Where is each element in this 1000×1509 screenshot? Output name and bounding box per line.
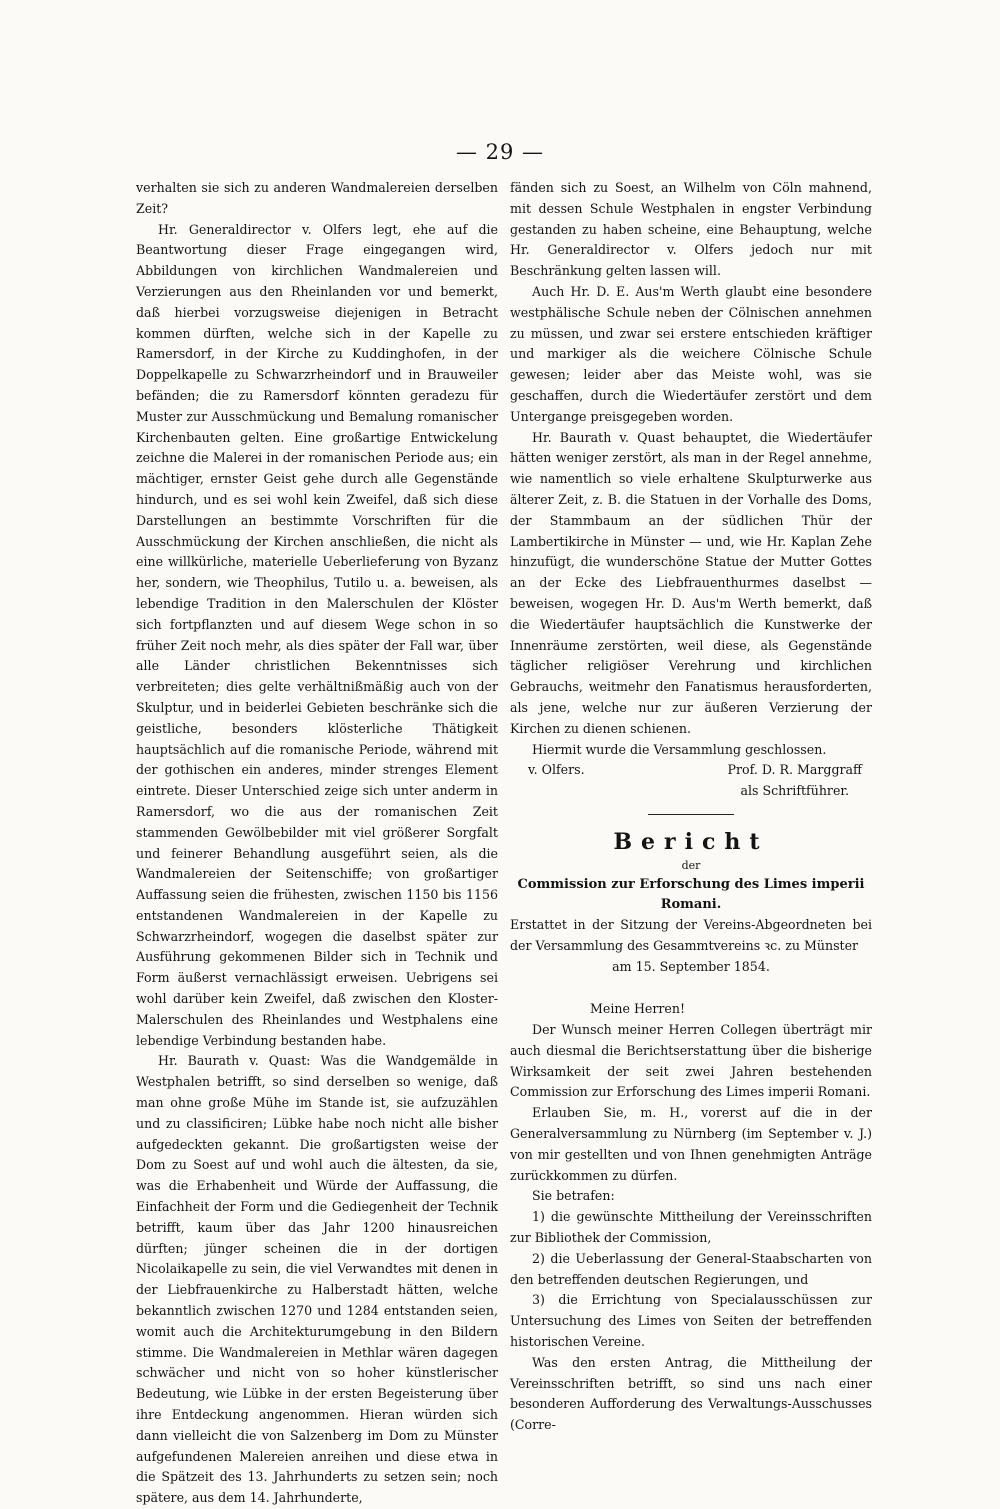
right-paragraph-1: fänden sich zu Soest, an Wilhelm von Cöln mahnend, mit dessen Schule Westphalen in engster Verbindung gestanden zu haben scheine, eine Behauptung, welche Hr. Generaldirector v. Olfers jedoch nur mit Beschränkung gelten lassen will. xyxy=(510,180,872,279)
right-paragraph-2: Auch Hr. D. E. Aus'm Werth glaubt eine besondere westphälische Schule neben der Cölnischen annehmen zu müssen, und zwar sei erstere entschieden kräftiger und markiger als die weichere Cölnische Schule gewesen; leider aber das Meiste wohl, was sie geschaffen, durch die Wiedertäufer zerstört und dem Untergange preisgegeben worden. xyxy=(510,283,872,424)
left-paragraph-2: Hr. Generaldirector v. Olfers legt, ehe auf die Beantwortung dieser Frage eingegangen wird, Abbildungen von kirchlichen Wandmalereien und Verzierungen aus den Rheinlanden vor und bemerkt, daß hierbei vorzugsweise diejenigen in Betracht kommen dürften, welche sich in der Kapelle zu Ramersdorf, in der Kirche zu Kuddinghofen, in der Doppelkapelle zu Schwarzrheindorf und in Brauweiler befänden; die zu Ramersdorf könnten geradezu für Muster zur Ausschmückung und Bemalung romanischer Kirchenbauten gelten. Eine großartige Entwickelung zeichne die Malerei in der romanischen Periode aus; ein mächtiger, ernster Geist gehe durch alle Gegenstände hindurch, und es sei wohl kein Zweifel, daß sich diese Darstellungen an bestimmte Vorschriften für die Ausschmückung der Kirchen anschließen, die nicht als eine willkürliche, materielle Ueberlieferung von Byzanz her, sondern, wie Theophilus, Tutilo u. a. beweisen, als lebendige Tradition in den Malerschulen der Klöster sich fortpflanzten und auf diesem Wege schon in so früher Zeit noch mehr, als dies später der Fall war, über alle Länder christlichen Bekenntnisses sich verbreiteten; dies gelte verhältnißmäßig auch von der Skulptur, und in beiderlei Gebieten beschränke sich die geistliche, besonders klösterliche Thätigkeit hauptsächlich auf die romanische Periode, während mit der gothischen ein anderes, minder strenges Element eintrete. Dieser Unterschied zeige sich unter anderm in Ramersdorf, wo die aus der romanischen Zeit stammenden Gewölbebilder mit viel größerer Sorgfalt und feinerer Behandlung ausgeführt seien, als die Wandmalereien der Seitenschiffe; von großartiger Auffassung seien die frühesten, zwischen 1150 bis 1156 entstandenen Wandmalereien in der Kapelle zu Schwarzrheindorf, wogegen die daselbst später zur Ausführung gekommenen Bilder sich in Technik und Form äußerst vernachlässigt erweisen. Uebrigens sei wohl darüber kein Zweifel, daß zwischen den Kloster-Malerschulen des Rheinlandes und Westphalens eine lebendige Verbindung bestanden habe. xyxy=(136,221,498,1048)
report-paragraph-2: Erlauben Sie, m. H., vorerst auf die in der Generalversammlung zu Nürnberg (im September v. J.) von mir gestellten und von Ihnen genehmigten Anträge zurückkommen zu dürfen. xyxy=(510,1105,872,1183)
signature-secretary-name: Prof. D. R. Marggraff xyxy=(727,762,862,778)
right-column xyxy=(510,178,872,1436)
signature-chair: v. Olfers. xyxy=(528,762,585,778)
greeting: Meine Herren! xyxy=(590,1001,686,1017)
page-number: — 29 — xyxy=(455,140,545,164)
report-paragraph-4: Was den ersten Antrag, die Mittheilung der Vereinsschriften betrifft, so sind uns nach einer besonderen Aufforderung des Verwaltungs-Ausschusses (Corre- xyxy=(510,1354,872,1433)
report-paragraph-3: Sie betrafen: xyxy=(532,1188,615,1204)
report-heading: Bericht xyxy=(613,828,769,855)
right-paragraph-3: Hr. Baurath v. Quast behauptet, die Wiedertäufer hätten weniger zerstört, als man in der Regel annehme, wie namentlich so viele erhaltene Skulpturwerke aus älterer Zeit, z. B. die Statuen in der Vorhalle des Doms, der Stammbaum an der südlichen Thür der Lambertikirche in Münster — und, wie Hr. Kaplan Zehe hinzufügt, die wunderschöne Statue der Mutter Gottes an der Ecke des Liebfrauenthurmes daselbst — beweisen, wogegen Hr. D. Aus'm Werth bemerkt, daß die Wiedertäufer hauptsächlich die Kunstwerke der Innenräume zerstörten, weil diese, als Gegenstände täglicher religiöser Verehrung und kirchlichen Gebrauchs, weitmehr den Fanatismus herausforderten, als jene, welche nur zur äußeren Verzierung der Kirchen zu dienen schienen. xyxy=(510,429,872,736)
report-subtitle-line2: Romani. xyxy=(660,896,722,912)
report-intro: Erstattet in der Sitzung der Vereins-Abgeordneten bei der Versammlung des Gesammtvereins ꝛc. zu Münster xyxy=(510,916,872,953)
left-column xyxy=(136,178,498,1509)
report-item-2: 2) die Ueberlassung der General-Staabscharten von den betreffenden deutschen Regierungen, und xyxy=(510,1250,872,1287)
report-item-3: 3) die Errichtung von Specialausschüssen zur Untersuchung des Limes von Seiten der betreffenden historischen Vereine. xyxy=(510,1292,872,1350)
report-der: der xyxy=(681,858,701,872)
signature-block xyxy=(510,760,872,802)
report-paragraph-1: Der Wunsch meiner Herren Collegen überträgt mir auch diesmal die Berichtserstattung über die bisherige Wirksamkeit der seit zwei Jahren bestehenden Commission zur Erforschung des Limes imperii Romani. xyxy=(510,1022,872,1100)
signature-secretary xyxy=(728,760,872,802)
report-item-1: 1) die gewünschte Mittheilung der Vereinsschriften zur Bibliothek der Commission, xyxy=(510,1209,872,1246)
left-paragraph-1: verhalten sie sich zu anderen Wandmalereien derselben Zeit? xyxy=(136,180,498,216)
report-subtitle xyxy=(510,875,872,915)
left-paragraph-3: Hr. Baurath v. Quast: Was die Wandgemälde in Westphalen betrifft, so sind derselben so wenige, daß man ohne große Mühe im Stande ist, sie aufzuzählen und zu classificiren; Lübke habe noch nicht alle bisher aufgedeckten gekannt. Die großartigsten weise der Dom zu Soest auf und wohl auch die ältesten, da sie, was die Erhabenheit und Würde der Auffassung, die Einfachheit der Form und die Gediegenheit der Technik betrifft, kaum über das Jahr 1200 hinausreichen dürften; jünger scheinen die in der dortigen Nicolaikapelle zu sein, die viel Verwandtes mit denen in der Liebfrauenkirche zu Halberstadt hätten, welche bekanntlich zwischen 1270 und 1284 entstanden seien, womit auch die Architekturumgebung in den Bildern stimme. Die Wandmalereien in Methlar wären dagegen schwächer und nicht von so hoher künstlerischer Bedeutung, wie Lübke in der ersten Begeisterung über ihre Entdeckung angenommen. Hieran würden sich dann vielleicht die von Salzenberg im Dom zu Münster aufgefundenen Malereien anreihen und diese etwa in die Spätzeit des 13. Jahrhunderts zu setzen sein; noch spätere, aus dem 14. Jahrhunderte, xyxy=(136,1053,498,1506)
report-subtitle-line1: Commission zur Erforschung des Limes imperii xyxy=(517,876,865,892)
section-divider xyxy=(648,814,734,815)
signature-secretary-role: als Schriftführer. xyxy=(740,783,850,799)
closing-note: Hiermit wurde die Versammlung geschlossen. xyxy=(532,741,827,757)
report-date: am 15. September 1854. xyxy=(612,958,770,974)
